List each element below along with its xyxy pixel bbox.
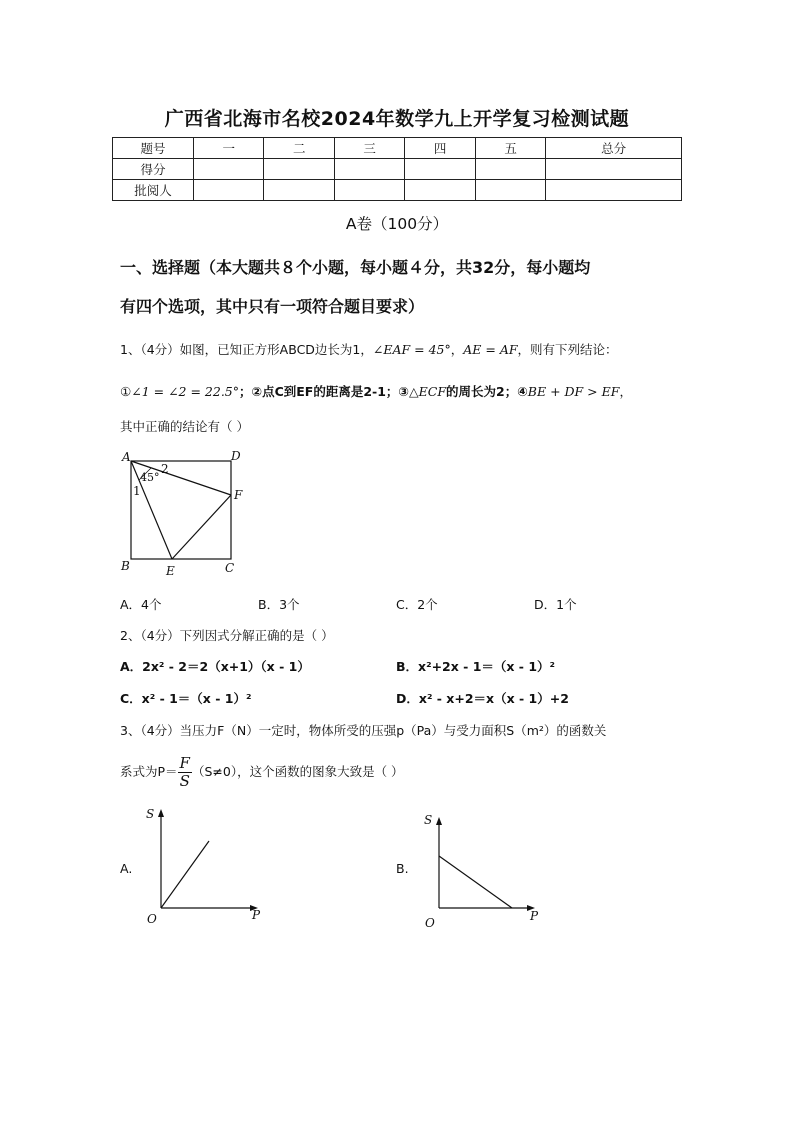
table-cell: 总分 [546, 138, 682, 159]
q1-c4: BE + DF > EF [527, 384, 620, 399]
q1-c2: ；②点C到EF的距离是2-1；③ [239, 384, 410, 399]
table-cell[interactable] [264, 159, 334, 180]
table-cell[interactable] [334, 180, 404, 201]
axis-label-p: P [252, 908, 261, 922]
table-cell: 题号 [113, 138, 194, 159]
axis-label-s: S [424, 813, 433, 827]
q3-line2-prefix: 系式为P＝ [120, 764, 178, 779]
q1-c4b: ， [619, 384, 632, 399]
table-cell[interactable] [546, 159, 682, 180]
q1-c3: △ECF [409, 384, 446, 399]
label-e: E [166, 564, 175, 578]
table-row [113, 159, 682, 180]
score-table [112, 137, 682, 201]
label-c: C [225, 561, 235, 575]
q1-option-d[interactable]: D．1个 [534, 597, 577, 612]
table-cell[interactable] [264, 180, 334, 201]
label-b: B [121, 559, 130, 573]
table-cell[interactable] [194, 159, 264, 180]
q3-option-a[interactable]: A. [120, 861, 133, 876]
table-cell[interactable] [405, 159, 475, 180]
table-cell: 三 [334, 138, 404, 159]
section-heading-line1: 一、选择题（本大题共８个小题，每小题４分，共32分，每小题均 [120, 258, 591, 277]
table-cell: 一 [194, 138, 264, 159]
q1-eq: AE = AF [463, 342, 518, 357]
table-cell[interactable] [475, 180, 545, 201]
q2-option-b[interactable]: B．x²+2x - 1＝（x - 1）² [396, 659, 556, 674]
label-f: F [234, 488, 243, 502]
q3-line2-suffix: （S≠0），这个函数的图象大致是（ ） [191, 764, 404, 779]
q1-suffix: ，则有下列结论： [517, 342, 618, 357]
table-cell[interactable] [405, 180, 475, 201]
table-cell: 批阅人 [113, 180, 194, 201]
q1-c3b: 的周长为2；④ [446, 384, 528, 399]
table-row [113, 138, 682, 159]
q1-sep: ， [450, 342, 464, 357]
q1-c1: ∠1 = ∠2 = 22.5° [131, 384, 239, 399]
q1-option-b[interactable]: B．3个 [258, 597, 300, 612]
q1-c1-mark: ① [120, 384, 132, 399]
table-cell: 五 [475, 138, 545, 159]
question-3-formula-line [120, 755, 404, 790]
segment-ef [172, 495, 231, 559]
table-row [113, 180, 682, 201]
question-1-stem [120, 340, 618, 358]
q1-square-figure [115, 448, 255, 578]
q3-option-b[interactable]: B. [396, 861, 409, 876]
question-3-stem: 3、（4分）当压力F（N）一定时，物体所受的压强p（Pa）与受力面积S（m²）的函数关 [120, 723, 607, 738]
q1-option-c[interactable]: C．2个 [396, 597, 438, 612]
fraction-denominator: S [179, 772, 190, 790]
q2-option-d[interactable]: D．x² - x+2＝x（x - 1）+2 [396, 691, 569, 706]
axis-label-p: P [530, 909, 539, 923]
table-cell: 二 [264, 138, 334, 159]
table-cell[interactable] [334, 159, 404, 180]
table-cell: 得分 [113, 159, 194, 180]
page-title: 广西省北海市名校2024年数学九上开学复习检测试题 [164, 108, 630, 130]
question-1-prompt: 其中正确的结论有（ ） [120, 419, 249, 434]
q1-angle: ∠EAF = 45° [372, 342, 451, 357]
axis-label-s: S [146, 807, 155, 821]
q2-option-a[interactable]: A．2x² - 2＝2（x+1）（x - 1） [120, 659, 310, 674]
y-axis-arrow-icon [436, 817, 442, 825]
label-d: D [231, 449, 241, 463]
question-1-conclusions [120, 382, 632, 400]
q2-option-c[interactable]: C．x² - 1＝（x - 1）² [120, 691, 252, 706]
question-2-stem: 2、（4分）下列因式分解正确的是（ ） [120, 628, 334, 643]
label-45: 45° [140, 471, 160, 484]
label-a: A [122, 450, 131, 464]
volume-heading: A卷（100分） [345, 215, 449, 233]
label-1: 1 [133, 484, 141, 498]
axis-label-o: O [425, 916, 435, 930]
label-2: 2 [161, 462, 169, 476]
graph-line [161, 841, 209, 908]
table-cell[interactable] [546, 180, 682, 201]
graph-line [439, 856, 512, 908]
q3-graph-b [418, 808, 548, 938]
section-heading-line2: 有四个选项，其中只有一项符合题目要求） [120, 297, 425, 316]
formula-fraction [178, 755, 192, 790]
axis-label-o: O [147, 912, 157, 926]
y-axis-arrow-icon [158, 809, 164, 817]
q1-option-a[interactable]: A．4个 [120, 597, 162, 612]
table-cell[interactable] [475, 159, 545, 180]
table-cell[interactable] [194, 180, 264, 201]
table-cell: 四 [405, 138, 475, 159]
q3-graph-a [140, 800, 270, 930]
q1-prefix: 1、（4分）如图，已知正方形ABCD边长为1， [120, 342, 373, 357]
fraction-numerator: F [179, 754, 190, 772]
